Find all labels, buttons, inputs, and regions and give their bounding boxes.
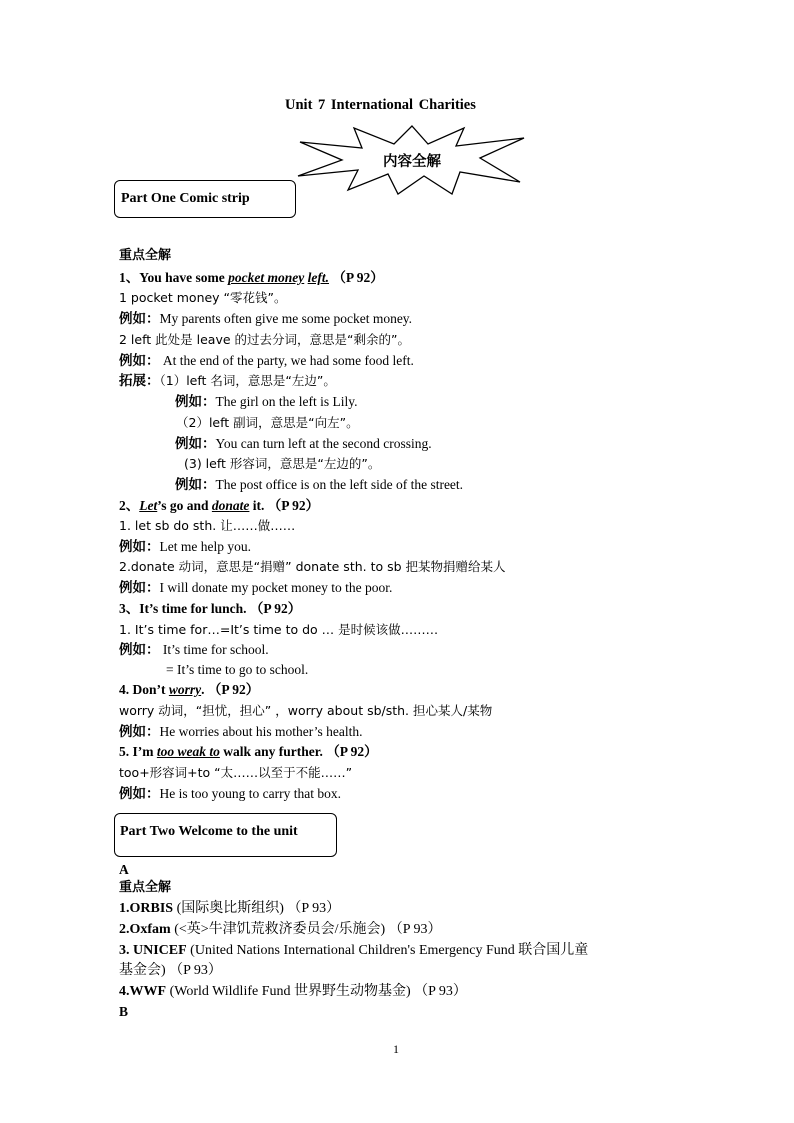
item-1-page-ref: （P 92） [329,270,384,285]
item-2-prefix: 2、 [119,498,140,513]
section-letter-b: B [119,1004,129,1019]
item-2-page-ref: it. （P 92） [249,498,320,513]
example-line [119,309,412,329]
charity-item-continued: 基金会) （P 93） [119,963,222,978]
note-line: too+形容词+to “太……以至于不能……” [119,765,353,780]
example-line [175,434,432,454]
note-line: 1 pocket money “零花钱”。 [119,290,287,305]
section-letter-a: A [119,862,129,877]
example-label: 例如： [119,724,160,740]
example-line [175,392,357,412]
example-line [119,537,251,557]
example-text: He is too young to carry that box. [159,786,341,801]
keyword-worry: worry [168,682,202,697]
charity-item [119,899,340,919]
example-label: 例如： [119,580,160,596]
note-line: worry 动词，“担忧，担心” ，worry about sb/sth. 担心某人/某物 [119,703,493,718]
item-3-heading: 3、It’s time for lunch. （P 92） [119,601,302,616]
charity-name: 4.WWF [119,984,167,999]
example-label: 例如： [119,642,160,658]
item-1-heading [119,268,384,288]
starburst-callout [296,124,528,196]
item-1-prefix: 1、You have some [119,270,229,285]
section-heading: 重点全解 [119,248,172,263]
example-text: You can turn left at the second crossing. [215,436,432,451]
note-line: 2 left 此处是 leave 的过去分词，意思是“剩余的”。 [119,332,410,347]
document-title: Unit 7 International Charities [285,97,476,113]
keyword-too-weak-to: too weak to [156,744,220,759]
item-4-heading [119,680,259,700]
charity-desc: (<英>牛津饥荒救济委员会/乐施会) （P 93） [170,922,442,937]
keyword-let: Let [139,498,158,513]
part-one-label: Part One Comic strip [121,191,250,206]
note-line: (3) left 形容词，意思是“左边的”。 [184,456,381,471]
example-label: 例如： [119,539,160,555]
note-line: 1. let sb do sth. 让……做…… [119,518,296,533]
extension-text: （1）left 名词，意思是“左边”。 [159,373,336,388]
extension-label: 拓展： [119,373,160,389]
charity-name: 3. UNICEF [119,943,187,958]
example-text: = It’s time to go to school. [166,662,309,677]
part-two-label: Part Two Welcome to the unit [120,824,298,839]
charity-name: 2.Oxfam [119,922,171,937]
example-line [175,475,463,495]
charity-name: 1.ORBIS [119,901,174,916]
keyword-pocket-money: pocket money [228,270,305,285]
charity-item [119,982,467,1002]
section-heading: 重点全解 [119,880,172,895]
example-label: 例如： [175,436,216,452]
starburst-label: 内容全解 [383,153,441,170]
keyword-left: left. [307,270,329,285]
example-text: My parents often give me some pocket money. [159,311,413,326]
example-text: He worries about his mother’s health. [159,724,363,739]
charity-item [119,941,588,961]
item-5-page-ref: walk any further. （P 92） [219,744,378,759]
keyword-donate: donate [211,498,250,513]
example-text: Let me help you. [159,539,251,554]
note-line: （2）left 副词，意思是“向左”。 [176,415,359,430]
item-2-middle: ’s go and [157,498,212,513]
example-line [119,578,392,598]
example-label: 例如： [175,394,216,410]
extension-line [119,371,336,391]
charity-desc: (United Nations International Children's Emergency Fund 联合国儿童 [186,943,589,958]
example-text: It’s time for school. [159,642,269,657]
part-two-box [114,813,337,857]
note-line: 1. It’s time for…=It’s time to do … 是时候该做……… [119,622,439,637]
charity-desc: (国际奥比斯组织) （P 93） [173,901,341,916]
part-one-box [114,180,296,218]
example-text: The girl on the left is Lily. [215,394,358,409]
example-label: 例如： [175,477,216,493]
charity-desc: (World Wildlife Fund 世界野生动物基金) （P 93） [166,984,467,999]
item-2-heading [119,496,319,516]
example-line [119,784,341,804]
example-label: 例如： [119,311,160,327]
example-line [119,722,362,742]
example-text: At the end of the party, we had some food left. [159,353,414,368]
charity-item [119,920,442,940]
example-label: 例如： [119,786,160,802]
item-5-prefix: 5. I’m [119,744,157,759]
page-number: 1 [393,1042,399,1056]
item-4-prefix: 4. Don’t [119,682,169,697]
note-line: 2.donate 动词，意思是“捐赠” donate sth. to sb 把某物捐赠给某人 [119,559,506,574]
example-text: The post office is on the left side of the street. [215,477,464,492]
item-4-page-ref: . （P 92） [201,682,260,697]
example-line [119,640,269,660]
item-5-heading [119,742,378,762]
example-label: 例如： [119,353,160,369]
example-text: I will donate my pocket money to the poor. [159,580,393,595]
example-line [119,351,414,371]
